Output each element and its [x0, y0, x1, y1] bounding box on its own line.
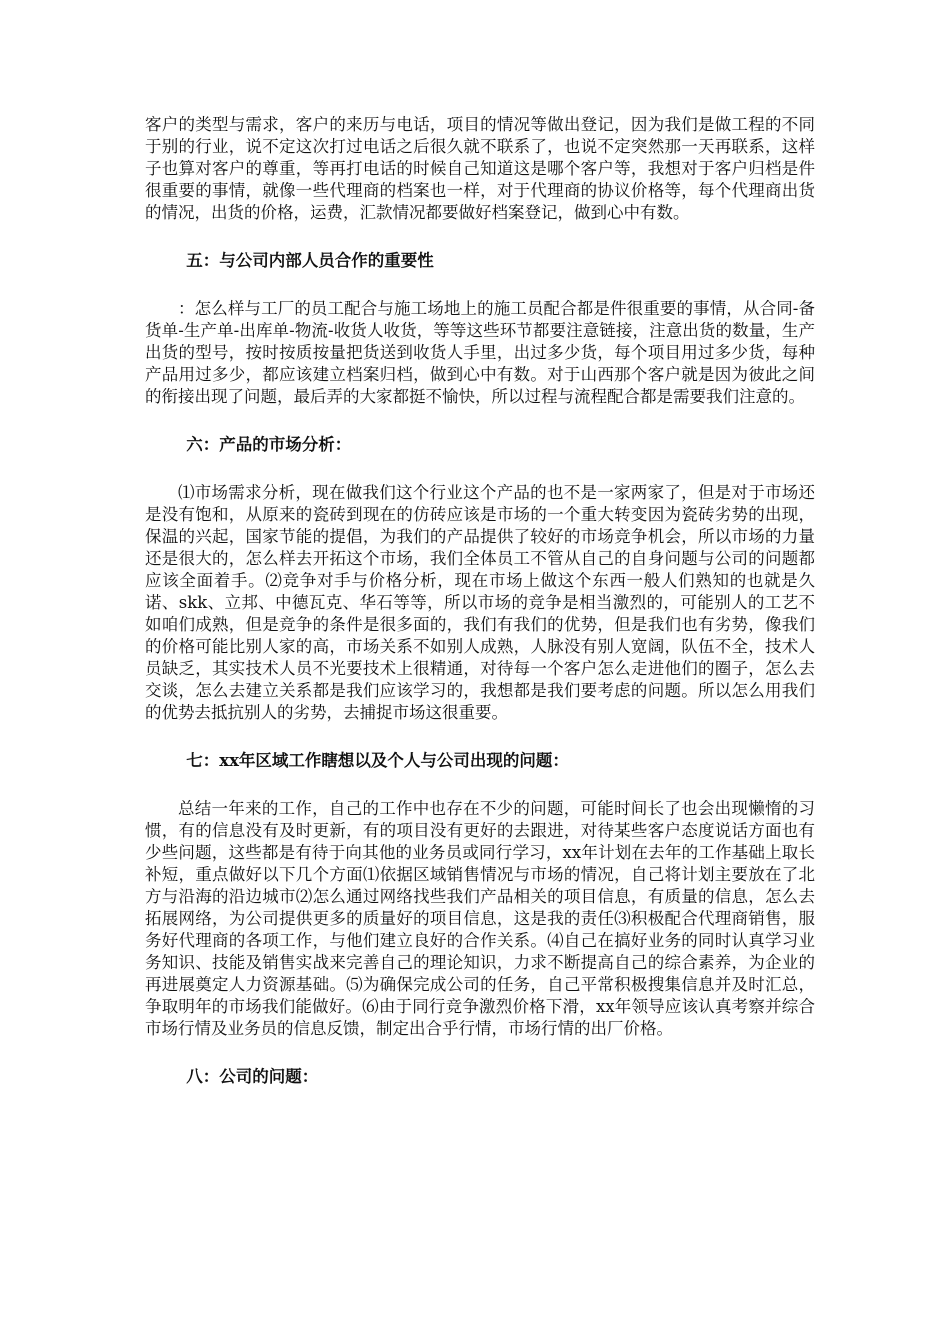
heading-section-6: 六：产品的市场分析： — [186, 435, 352, 454]
paragraph-work-plan: 总结一年来的工作，自己的工作中也存在不少的问题，可能时间长了也会出现懒惰的习惯，有的信息没有及时更新，有的项目没有更好的去跟进，对待某些客户态度说话方面也有少些问题，这些都是有待于向其他的业务员或同行学习，xx年计划在去年的工作基础上取长补短，重点做好以下几个方面⑴依据区域销售情况与市场的情况，自己将计划主要放在了北方与沿海的沿边城市⑵怎么通过网络找些我们产品相关的项目信息，有质量的信息，怎么去拓展网络，为公司提供更多的质量好的项目信息，这是我的责任⑶积极配合代理商销售，服务好代理商的各项工作，与他们建立良好的合作关系。⑷自己在搞好业务的同时认真学习业务知识、技能及销售实战来完善自己的理论知识，力求不断提高自己的综合素养，为企业的再进展奠定人力资源基础。⑸为确保完成公司的任务，自己平常积极搜集信息并及时汇总，争取明年的市场我们能做好。⑹由于同行竞争激烈价格下滑，xx年领导应该认真考察并综合市场行情及业务员的信息反馈，制定出合乎行情，市场行情的出厂价格。 — [145, 799, 815, 1038]
heading-section-5: 五：与公司内部人员合作的重要性 — [186, 251, 434, 270]
paragraph-market-analysis: ⑴市场需求分析，现在做我们这个行业这个产品的也不是一家两家了，但是对于市场还是没有饱和，从原来的瓷砖到现在的仿砖应该是市场的一个重大转变因为瓷砖劣势的出现，保温的兴起，国家节能的提倡，为我们的产品提供了较好的市场竞争机会，所以市场的力量还是很大的，怎么样去开拓这个市场，我们全体员工不管从自己的自身问题与公司的问题都应该全面着手。⑵竞争对手与价格分析，现在市场上做这个东西一般人们熟知的也就是久诺、skk、立邦、中德瓦克、华石等等，所以市场的竞争是相当激烈的，可能别人的工艺不如咱们成熟，但是竞争的条件是很多面的，我们有我们的优势，但是我们也有劣势，像我们的价格可能比别人家的高，市场关系不如别人成熟，人脉没有别人宽阔，队伍不全，技术人员缺乏，其实技术人员不光要技术上很精通，对待每一个客户怎么走进他们的圈子，怎么去交谈，怎么去建立关系都是我们应该学习的，我想都是我们要考虑的问题。所以怎么用我们的优势去抵抗别人的劣势，去捕捉市场这很重要。 — [145, 483, 815, 722]
paragraph-customer-records: 客户的类型与需求，客户的来历与电话，项目的情况等做出登记，因为我们是做工程的不同于别的行业，说不定这次打过电话之后很久就不联系了，也说不定突然那一天再联系，这样子也算对客户的尊重，等再打电话的时候自己知道这是哪个客户等，我想对于客户归档是件很重要的事情，就像一些代理商的档案也一样，对于代理商的协议价格等，每个代理商出货的情况，出货的价格，运费，汇款情况都要做好档案登记，做到心中有数。 — [145, 115, 815, 222]
paragraph-internal-cooperation: ：怎么样与工厂的员工配合与施工场地上的施工员配合都是件很重要的事情，从合同-备货单-生产单-出库单-物流-收货人收货，等等这些环节都要注意链接，注意出货的数量，生产出货的型号，按时按质按量把货送到收货人手里，出过多少货，每个项目用过多少货，每种产品用过多少，都应该建立档案归档，做到心中有数。对于山西那个客户就是因为彼此之间的衔接出现了问题，最后弄的大家都挺不愉快，所以过程与流程配合都是需要我们注意的。 — [145, 299, 815, 406]
heading-section-7: 七：xx年区域工作瞎想以及个人与公司出现的问题： — [186, 751, 569, 770]
heading-section-8: 八：公司的问题： — [186, 1067, 319, 1086]
document-page — [145, 114, 815, 1088]
